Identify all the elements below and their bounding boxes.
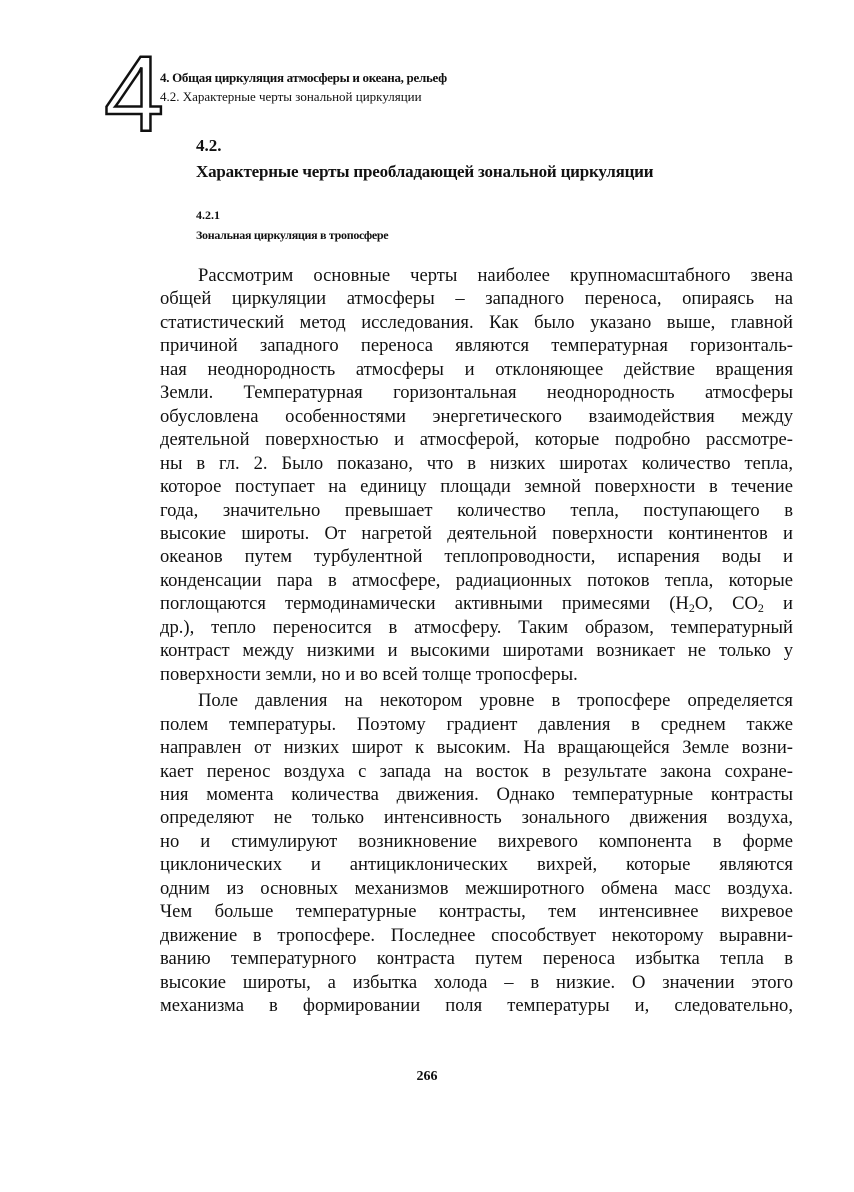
- text-segment: и: [783, 593, 793, 615]
- text-line: ны в гл. 2. Было показано, что в низких широтах количество тепла,: [160, 452, 793, 474]
- text-line: деятельной поверхностью и атмосферой, которые подробно рассмотре-: [160, 429, 793, 451]
- text-line: ванию температурного контраста путем переноса избытка тепла в: [160, 948, 793, 970]
- text-line: конденсации пара в атмосфере, радиационных потоков тепла, которые: [160, 569, 793, 591]
- text-line: Земли. Температурная горизонтальная неоднородность атмосферы: [160, 382, 793, 404]
- text-line: океанов путем турбулентной теплопроводности, испарения воды и: [160, 546, 793, 568]
- text-line: полем температуры. Поэтому градиент давления в среднем также: [160, 713, 793, 735]
- text-line: определяют не только интенсивность зонального движения воздуха,: [160, 807, 793, 829]
- text-line: кает перенос воздуха с запада на восток в результате закона сохране-: [160, 760, 793, 782]
- text-line: механизма в формировании поля температуры и, следовательно,: [160, 995, 793, 1017]
- text-line: контраст между низкими и высокими широтами возникает не только у: [160, 640, 793, 662]
- subsection-title: Зональная циркуляция в тропосфере: [196, 228, 389, 242]
- text-line: циклонических и антициклонических вихрей, которые являются: [160, 854, 793, 876]
- text-line: одним из основных механизмов межширотного обмена масс воздуха.: [160, 877, 793, 899]
- section-title: Характерные черты преобладающей зональной циркуляции: [196, 162, 654, 181]
- running-head-section: 4.2. Характерные черты зональной циркуляции: [160, 89, 422, 104]
- text-line: поверхности земли, но и во всей толще тропосферы.: [160, 663, 578, 685]
- formula-line: [160, 592, 793, 615]
- body-text: [160, 264, 793, 1018]
- subscript: 2: [688, 601, 695, 616]
- text-line: ная неоднородность атмосферы и отклоняющее действие вращения: [160, 358, 793, 380]
- text-line: Чем больше температурные контрасты, тем интенсивнее вихревое: [160, 901, 793, 923]
- text-line: общей циркуляции атмосферы – западного переноса, опираясь на: [160, 288, 793, 310]
- section-number: 4.2.: [196, 136, 222, 155]
- text-line: движение в тропосфере. Последнее способствует некоторому выравни-: [160, 924, 793, 946]
- text-line: статистический метод исследования. Как было указано выше, главной: [160, 311, 793, 333]
- text-line: высокие широты. От нагретой деятельной поверхности континентов и: [160, 522, 793, 544]
- text-line: года, значительно превышает количество тепла, поступающего в: [160, 499, 793, 521]
- text-line: но и стимулируют возникновение вихревого компонента в форме: [160, 830, 793, 852]
- page-number: 266: [416, 1069, 438, 1084]
- text-line: ния момента количества движения. Однако температурные контрасты: [160, 783, 793, 805]
- text-segment: CO: [732, 593, 758, 615]
- text-segment: поглощаются термодинамически активными примесями (H: [160, 593, 689, 615]
- text-line: Рассмотрим основные черты наиболее крупномасштабного звена: [198, 265, 793, 286]
- paragraph-1: [160, 264, 793, 686]
- running-head-chapter: 4. Общая циркуляция атмосферы и океана, рельеф: [160, 70, 447, 85]
- subscript: 2: [757, 601, 764, 616]
- text-line: др.), тепло переносится в атмосферу. Таким образом, температурный: [160, 616, 793, 638]
- chapter-numeral: 4: [104, 33, 165, 154]
- text-line: которое поступает на единицу площади земной поверхности в течение: [160, 476, 793, 498]
- subsection-number: 4.2.1: [196, 208, 220, 222]
- running-head: [160, 68, 660, 106]
- text-line: направлен от низких широт к высоким. На вращающейся Земле возни-: [160, 737, 793, 759]
- text-line: высокие широты, а избытка холода – в низкие. О значении этого: [160, 971, 793, 993]
- text-segment: O,: [694, 593, 713, 615]
- text-line: Поле давления на некотором уровне в тропосфере определяется: [198, 690, 793, 712]
- text-line: причиной западного переноса являются температурная горизонталь-: [160, 335, 793, 357]
- text-line: обусловлена особенностями энергетического взаимодействия между: [160, 405, 793, 427]
- paragraph-2: [160, 689, 793, 1017]
